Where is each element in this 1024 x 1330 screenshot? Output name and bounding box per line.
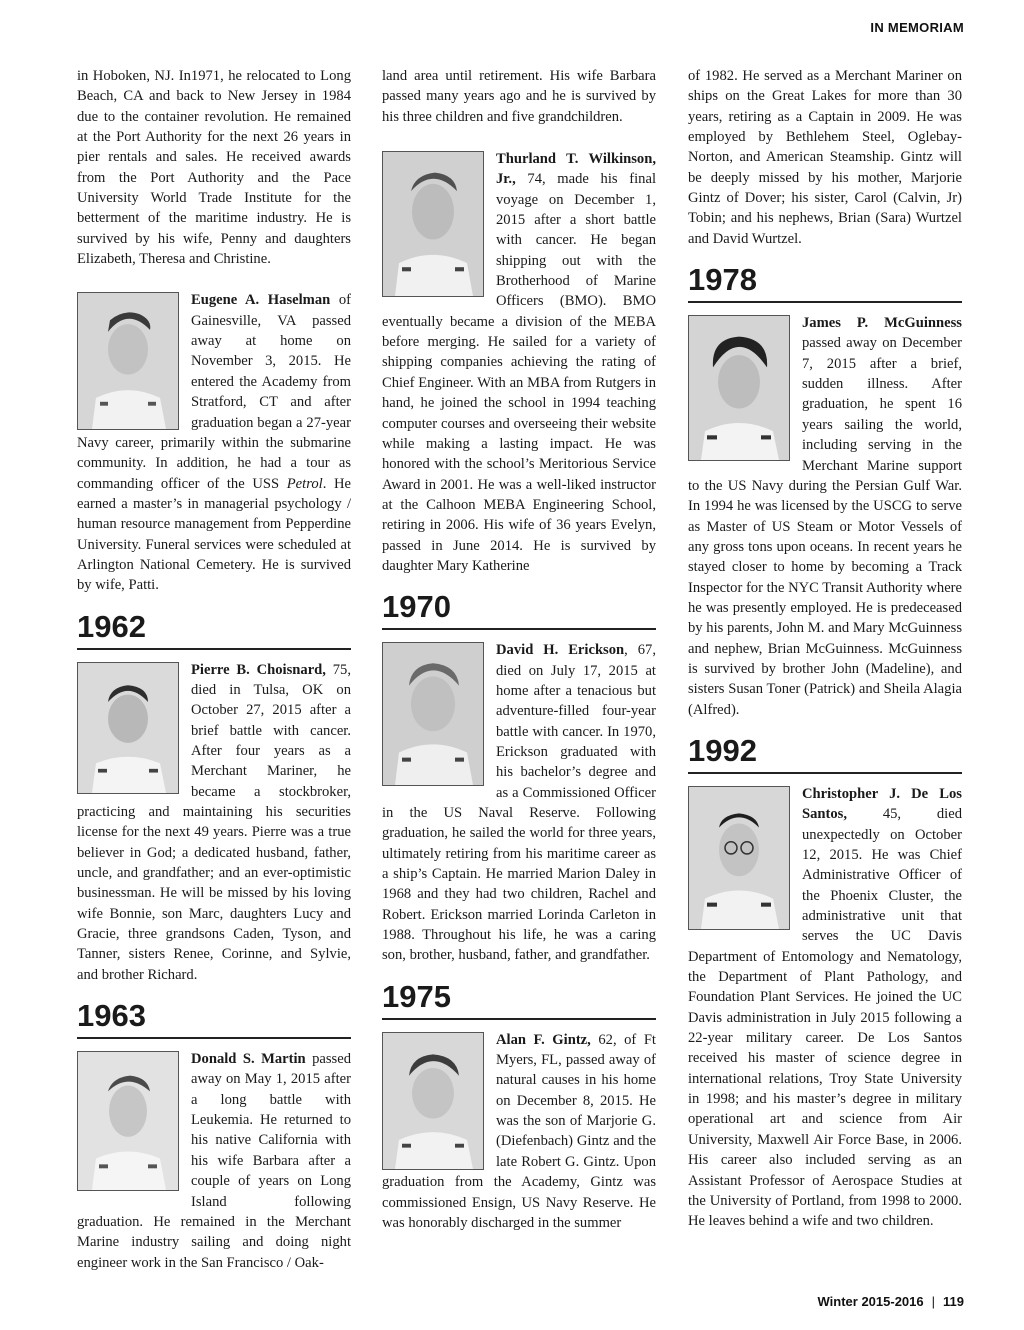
portrait-photo-choisnard bbox=[77, 662, 179, 794]
obituary-text: 62, of Ft Myers, FL, passed away of natural causes in his home on December 8, 2015. He was the son of Marjorie G. (Diefenbach) Gintz and the late Robert G. Gintz. Upon graduation from the Academy, Gintz was commissioned Ensign, US Navy Reserve. He was honorably discharged in the summer bbox=[382, 1031, 656, 1231]
class-year-heading: 1963 bbox=[77, 999, 351, 1039]
obituary-text: passed away on December 7, 2015 after a brief, sudden illness. After graduation, he spent 16 years sailing the world, including serving in the Merchant Marine support to the US Navy during the Persian Gulf War. In 1994 he was licensed by the USCG to serve as Master of US Steam or Motor Vessels of any gross tons upon oceans. In recent years he stayed closer to home by becoming a Track Inspector for the NYC Transit Authority where he was presently employed. He is predeceased by his parents, John M. and Mary McGuinness and nephew, Brian McGuinness. McGuinness is survived by brother John (Madeline), and sisters Susan Toner (Patrick) and Sheila Alagia (Alfred). bbox=[688, 335, 963, 718]
portrait-photo-martin bbox=[77, 1051, 179, 1191]
obituary-haselman bbox=[77, 290, 351, 595]
obituary-text: , 67, died on July 17, 2015 at home after a tenacious but adventure-filled four-year battle with cancer. In 1970, Erickson graduated with his bachelor’s degree and as a Commissioned Officer in the US Naval Reserve. Following graduation, he sailed the world for three years, ultimately retiring from his maritime career as a ship’s Captain. He married Marion Daley in 1968 and they had two children, Rachel and Robert. Erickson married Lorinda Carleton in 1988. Throughout his life, he was a caring son, brother, husband, father, and grandfather. bbox=[382, 642, 656, 964]
section-label: IN MEMORIAM bbox=[870, 20, 964, 35]
obituary-text: 74, made his final voyage on December 1, 2015 after a short battle with cancer. He began shipping out with the Brotherhood of Marine Officers (BMO). BMO eventually became a division of the MEBA before merging. He sailed for a variety of shipping companies achieving the rating of Chief Engineer. With an MBA from Rutgers in hand, he joined the school in 1994 teaching computer courses and overseeing their website while making a lasting impact. He was honored with the school’s Meritorious Service Award in 2001. He was a well-liked instructor at the Calhoon MEBA Engineering School, retiring in 2006. His wife of 36 years Evelyn, passed in June 2014. He is survived by daughter Mary Katherine bbox=[382, 171, 656, 574]
deceased-name: Pierre B. Choisnard, bbox=[191, 661, 326, 678]
obituary-erickson bbox=[382, 640, 656, 966]
column-3 bbox=[688, 66, 962, 1232]
obituary-text: 75, died in Tulsa, OK on October 27, 2015 after a brief battle with cancer. After four years as a Merchant Mariner, he became a stockbroker, practicing and maintaining his securities license for the next 49 years. Pierre was a true believer in God; a dedicated husband, father, uncle, and grandfather; and an ever-optimistic businessman. He will be missed by his loving wife Bonnie, son Marc, daughters Lucy and Gracie, three grandsons Caden, Tyson, and Tanner, sisters Renee, Corinne, and Sylvie, and brother Richard. bbox=[77, 661, 351, 983]
portrait-photo-haselman bbox=[77, 292, 179, 430]
issue-label: Winter 2015-2016 bbox=[817, 1294, 924, 1309]
obituary-text: passed away on May 1, 2015 after a long battle with Leukemia. He returned to his native California with his wife Barbara after a couple of years on Long Island following graduation. He remained in the Merchant Marine industry sailing and doing night engineer work in the San Francisco / Oak- bbox=[77, 1051, 352, 1271]
class-year-heading: 1962 bbox=[77, 610, 351, 650]
portrait-photo-mcguinness bbox=[688, 315, 790, 461]
obituary-mcguinness bbox=[688, 313, 962, 720]
deceased-name: Eugene A. Haselman bbox=[191, 292, 331, 309]
portrait-photo-erickson bbox=[382, 642, 484, 786]
obituary-gintz bbox=[382, 1030, 656, 1233]
obituary-text: 45, died unexpectedly on October 12, 2015. He was Chief Administrative Officer of the Phoenix Cluster, the administrative unit that serves the UC Davis Department of Entomology and Nematology, the Department of Plant Pathology, and Foundation Plant Services. He joined the UC Davis administration in July 2015 following a 22-year military career. De Los Santos received his master of science degree in international relations, Troy State University in 1998; and his master’s degree in military operational art and science from Air University, Maxwell Air Force Base, in 2006. His career also included serving as an Assistant Professor of Aerospace Studies at the University of Portland, from 1998 to 2000. He leaves behind a wife and two children. bbox=[688, 806, 962, 1230]
obituary-de-los-santos bbox=[688, 784, 962, 1232]
column-1 bbox=[77, 66, 351, 1273]
class-year-heading: 1975 bbox=[382, 980, 656, 1020]
footer-separator: | bbox=[931, 1294, 936, 1309]
continued-obituary-text: in Hoboken, NJ. In1971, he relocated to Long Beach, CA and back to New Jersey in 1984 due to the container revolution. He remained at the Port Authority for the next 26 years in pier rentals and sales. He received awards from the Port Authority and the Pace University World Trade Institute for the betterment of the maritime industry. He is survived by his wife, Penny and daughters Elizabeth, Theresa and Christine. bbox=[77, 68, 351, 268]
deceased-name: Thurland T. Wilkinson, Jr., bbox=[496, 151, 656, 188]
class-year-heading: 1992 bbox=[688, 734, 962, 774]
deceased-name: Alan F. Gintz, bbox=[496, 1031, 591, 1048]
deceased-name: James P. McGuinness bbox=[802, 315, 962, 332]
column-2 bbox=[382, 66, 656, 1233]
continued-obituary-text: of 1982. He served as a Merchant Mariner on ships on the Great Lakes for more than 30 years, retiring as a Captain in 2009. He was employed by Bethlehem Steel, Oglebay-Norton, and American Steamship. Gintz will be deeply missed by his mother, Marjorie Gintz of Dover; his sister, Carol (Calvin, Jr) Tobin; and his nephews, Brian (Sara) Wurtzel and David Wurtzel. bbox=[688, 68, 962, 247]
obituary-martin bbox=[77, 1049, 351, 1273]
deceased-name: Christopher J. De Los Santos, bbox=[802, 785, 962, 823]
continued-obituary-text: land area until retirement. His wife Barbara passed many years ago and he is survived by his three children and five grandchildren. bbox=[382, 68, 656, 125]
obituary-text: of Gainesville, VA passed away at home on November 3, 2015. He entered the Academy from Stratford, CT and after graduation began a 27-year Navy career, primarily within the submarine community. In addition, he had a tour as commanding officer of the USS bbox=[77, 292, 351, 492]
class-year-heading: 1970 bbox=[382, 590, 656, 630]
page-number: 119 bbox=[943, 1294, 964, 1309]
obituary-choisnard bbox=[77, 660, 351, 986]
ship-name: Petrol bbox=[286, 475, 323, 492]
page-footer bbox=[818, 1294, 964, 1309]
portrait-photo-gintz bbox=[382, 1032, 484, 1170]
deceased-name: David H. Erickson bbox=[496, 642, 625, 659]
class-year-heading: 1978 bbox=[688, 263, 962, 303]
obituary-wilkinson bbox=[382, 149, 656, 576]
deceased-name: Donald S. Martin bbox=[191, 1051, 306, 1068]
obituary-text-cont: . He earned a master’s in managerial psychology / human resource management from Pepperdine University. Funeral services were scheduled at Arlington National Cemetery. He is survived by wife, Patti. bbox=[77, 475, 351, 594]
portrait-photo-wilkinson bbox=[382, 151, 484, 297]
portrait-photo-de-los-santos bbox=[688, 786, 790, 930]
